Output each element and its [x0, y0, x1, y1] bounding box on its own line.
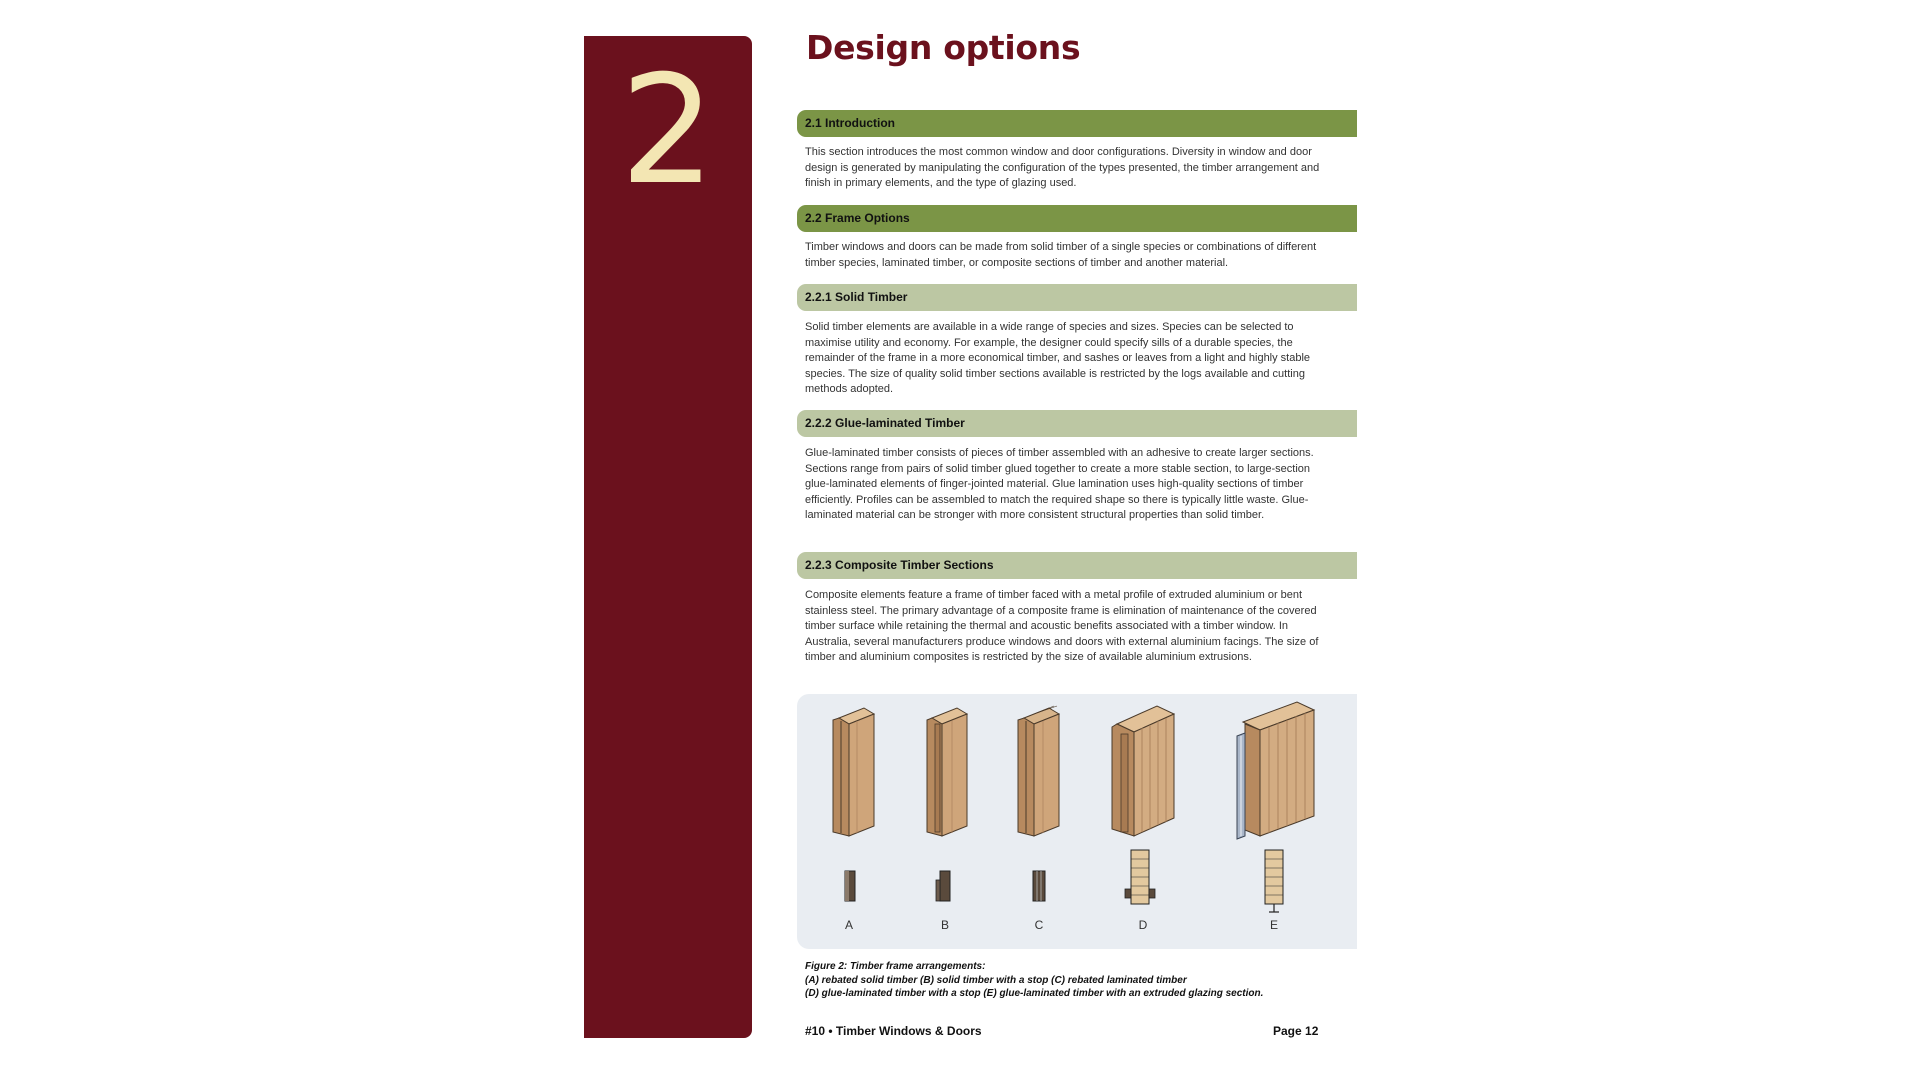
- figure-caption-line: Figure 2: Timber frame arrangements:: [805, 961, 986, 972]
- section-heading-composite: 2.2.3 Composite Timber Sections: [797, 552, 1357, 579]
- figure-caption: [805, 960, 1345, 1001]
- figure-label-d: D: [1138, 918, 1148, 932]
- frame-e-illustration: [1237, 702, 1314, 839]
- footer-publication-title: #10 • Timber Windows & Doors: [805, 1024, 982, 1038]
- section-heading-glue-laminated: 2.2.2 Glue-laminated Timber: [797, 410, 1357, 437]
- frame-c-section: [1033, 871, 1045, 901]
- figure-label-a: A: [844, 918, 854, 932]
- figure-caption-line: (D) glue-laminated timber with a stop (E) glue-laminated timber with an extruded glazing section.: [805, 988, 1264, 999]
- frame-b-section: [936, 871, 950, 901]
- chapter-sidebar: [584, 36, 752, 1038]
- section-heading-frame-options: 2.2 Frame Options: [797, 205, 1357, 232]
- section-body-solid-timber: Solid timber elements are available in a wide range of species and sizes. Species can be selected to maximise utility and economy. For example, the designer could specify sills of a durable species, the remainder of the frame in a more economical timber, and sashes or leaves from a light and highly stable species. The size of quality solid timber sections available is restricted by the logs available and cutting methods adopted.: [805, 321, 1311, 395]
- section-body-glue-laminated: Glue-laminated timber consists of pieces of timber assembled with an adhesive to create larger sections. Sections range from pairs of solid timber glued together to create a more stable section, to large-section glue-laminated elements of finger-jointed material. Glue lamination uses high-quality sections of timber efficiently. Profiles can be assembled to match the required shape so there is typically little waste. Glue-laminated material can be stronger with more consistent structural properties than solid timber.: [805, 447, 1314, 521]
- frame-a-section: [845, 871, 855, 901]
- section-body-introduction: This section introduces the most common window and door configurations. Diversity in window and door design is generated by manipulating the configuration of the types presented, the timber arrangement and finish in primary elements, and the type of glazing used.: [805, 146, 1320, 189]
- section-heading-solid-timber: 2.2.1 Solid Timber: [797, 284, 1357, 311]
- section-body-composite: Composite elements feature a frame of timber faced with a metal profile of extruded aluminium or bent stainless steel. The primary advantage of a composite frame is elimination of maintenance of the covered timber surface while retaining the thermal and acoustic benefits associated with a timber window. In Australia, several manufacturers produce windows and doors with external aluminium facings. The size of timber and aluminium composites is restricted by the size of available aluminium extrusions.: [805, 589, 1319, 663]
- page-title: Design options: [806, 28, 1081, 67]
- frame-c-illustration: [1018, 706, 1059, 836]
- section-heading-introduction: 2.1 Introduction: [797, 110, 1357, 137]
- frame-a-illustration: [833, 708, 874, 836]
- figure-panel: [797, 694, 1357, 949]
- figure-label-e: E: [1269, 918, 1279, 932]
- frame-e-section: [1265, 850, 1283, 912]
- frame-d-illustration: [1112, 706, 1174, 836]
- frame-b-illustration: [927, 708, 967, 836]
- timber-frame-illustration: [797, 694, 1357, 949]
- footer-page-number: Page 12: [1273, 1024, 1319, 1038]
- figure-label-b: B: [940, 918, 950, 932]
- frame-d-section: [1125, 850, 1155, 904]
- chapter-number: 2: [620, 44, 716, 218]
- figure-label-c: C: [1034, 918, 1044, 932]
- figure-caption-line: (A) rebated solid timber (B) solid timber with a stop (C) rebated laminated timber: [805, 974, 1187, 986]
- section-body-frame-options: Timber windows and doors can be made from solid timber of a single species or combinations of different timber species, laminated timber, or composite sections of timber and another material.: [805, 241, 1317, 269]
